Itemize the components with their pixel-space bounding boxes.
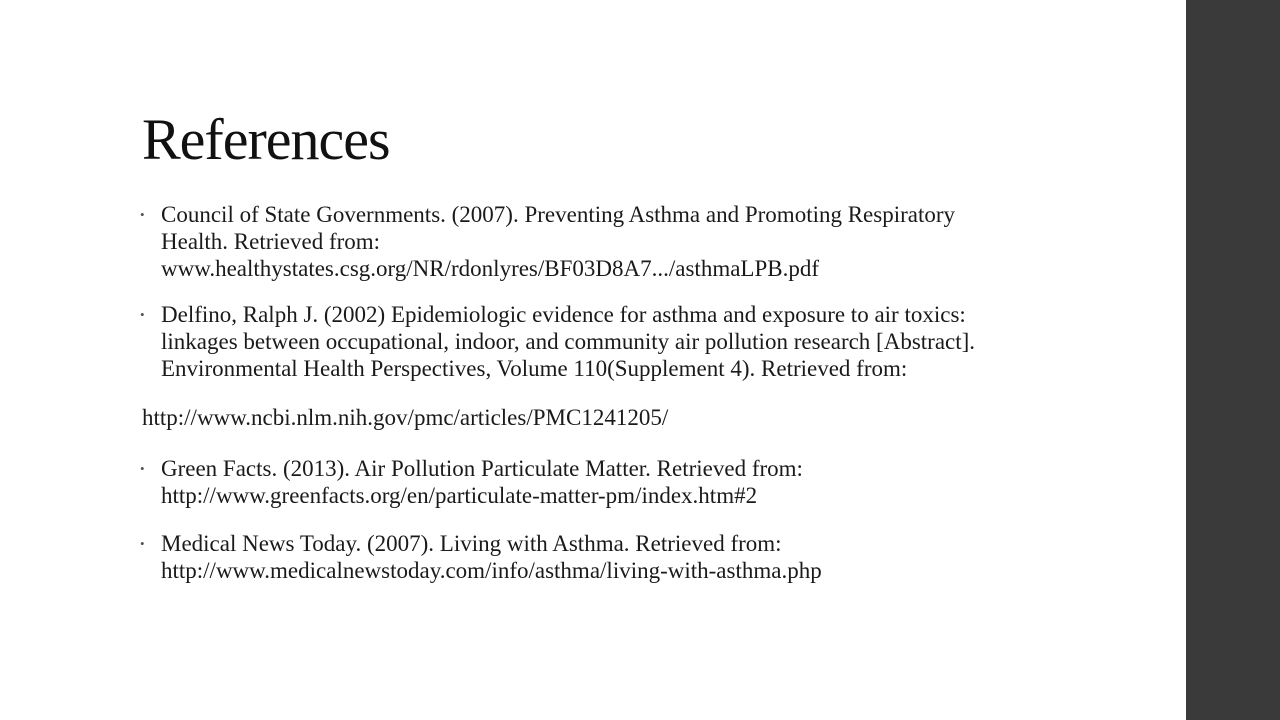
reference-item [140, 455, 1151, 509]
side-accent-bar [1186, 0, 1280, 720]
reference-line: Delfino, Ralph J. (2002) Epidemiologic evidence for asthma and exposure to air toxics: [161, 302, 966, 327]
reference-url: http://www.ncbi.nlm.nih.gov/pmc/articles/PMC1241205/ [142, 405, 669, 430]
reference-item [140, 530, 1151, 584]
slide-title: References [142, 107, 390, 172]
reference-line: http://www.greenfacts.org/en/particulate-matter-pm/index.htm#2 [161, 483, 758, 508]
reference-item [140, 201, 1151, 282]
bullet-icon: • [140, 307, 145, 322]
reference-line: Health. Retrieved from: [161, 229, 381, 254]
reference-item [140, 301, 1151, 382]
reference-line: Medical News Today. (2007). Living with Asthma. Retrieved from: [161, 531, 782, 556]
bullet-icon: • [140, 536, 145, 551]
reference-line: Environmental Health Perspectives, Volume 110(Supplement 4). Retrieved from: [161, 356, 908, 381]
bullet-icon: • [140, 207, 145, 222]
reference-line: linkages between occupational, indoor, and community air pollution research [Abstract]. [161, 329, 976, 354]
reference-line: www.healthystates.csg.org/NR/rdonlyres/BF03D8A7.../asthmaLPB.pdf [161, 256, 820, 281]
reference-line: Green Facts. (2013). Air Pollution Particulate Matter. Retrieved from: [161, 456, 803, 481]
reference-line: http://www.medicalnewstoday.com/info/asthma/living-with-asthma.php [161, 558, 822, 583]
reference-line: Council of State Governments. (2007). Preventing Asthma and Promoting Respiratory [161, 202, 956, 227]
bullet-icon: • [140, 461, 145, 476]
